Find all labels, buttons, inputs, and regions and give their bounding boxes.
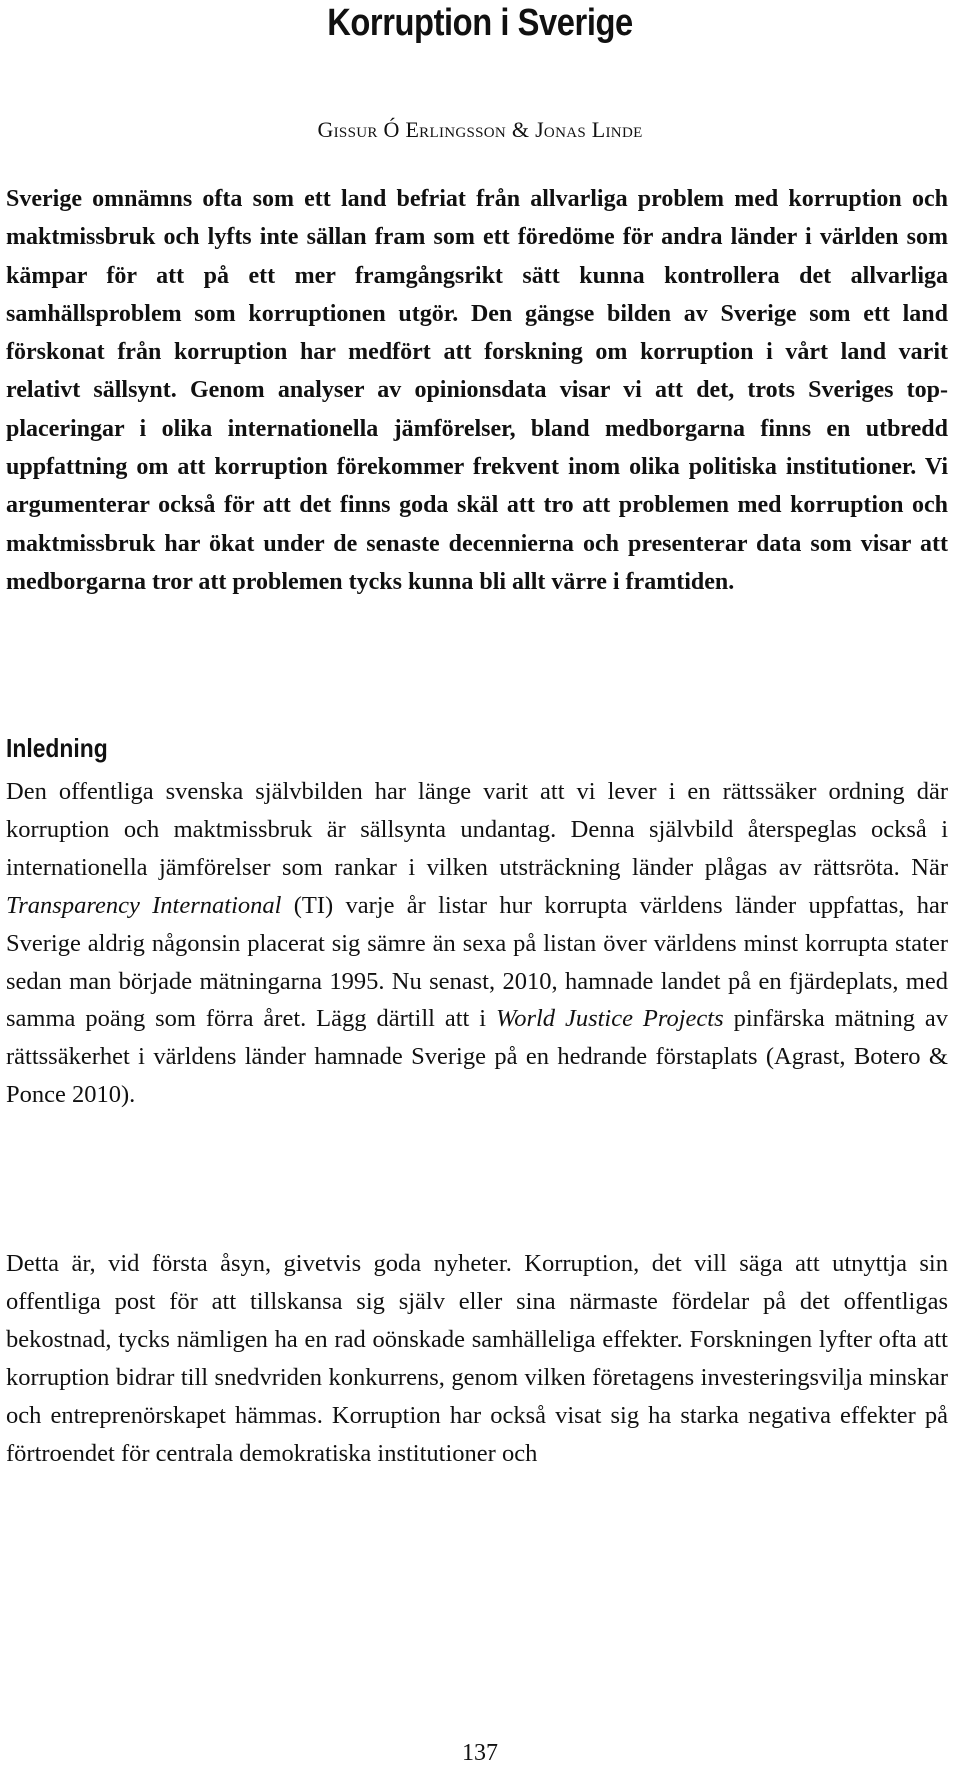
abstract-paragraph: Sverige omnämns ofta som ett land befriat från allvarliga problem med korruption och maktmissbruk och lyfts inte sällan fram som ett föredöme för andra länder i världen som kämpar för att på ett mer framgångsrikt sätt kunna kontrollera det allvarliga samhällsproblem som korruptionen utgör. Den gängse bilden av Sverige som ett land förskonat från korruption har medfört att forskning om korruption i vårt land varit relativt sällsynt. Genom analyser av opinionsdata visar vi att det, trots Sveriges topplaceringar i olika internationella jämförelser, bland medborgarna finns en utbredd uppfattning om att korruption förekommer frekvent inom olika politiska institutioner. Vi argumenterar också för att det finns goda skäl att tro att problemen med korruption och maktmissbruk har ökat under de senaste decennierna och presenterar data som visar att medborgarna tror att problemen tycks kunna bli allt värre i framtiden. (6, 186, 948, 595)
body-paragraph-1 (6, 773, 948, 1114)
paragraph-text: pinfärska mätning av rättssäkerhet i världens länder hamnade Sverige på en hedrande förstaplats (Agrast, Botero & Ponce 2010). (6, 1005, 949, 1109)
paragraph-text: Den offentliga svenska självbilden har länge varit att vi lever i en rättssäker ordning där korruption och maktmissbruk är sällsynta undantag. Denna självbild återspeglas också i internationella jämförelser som rankar i vilken utsträckning länder plågas av rättsröta. När (6, 778, 948, 881)
article-title: Korruption i Sverige (327, 2, 633, 44)
body-paragraph-2: Detta är, vid första åsyn, givetvis goda nyheter. Korruption, det vill säga att utnyttja sin offentliga post för att tillskansa sig själv eller sina närmaste fördelar på det offentligas bekostnad, tycks nämligen ha en rad oönskade samhälleliga effekter. Forskningen lyfter ofta att korruption bidrar till snedvriden konkurrens, genom vilken företagens investeringsvilja minskar och entreprenörskapet hämmas. Korruption har också visat sig ha starka negativa effekter på förtroendet för centrala demokratiska institutioner och (6, 1250, 948, 1467)
page-number: 137 (462, 1740, 498, 1766)
paragraph-text: (TI) varje år listar hur korrupta världens länder uppfattas, har Sverige aldrig någonsin placerat sig sämre än sexa på listan över världens minst korrupta stater sedan man började mätningarna 1995. Nu senast, 2010, hamnade landet på en fjärdeplats, med samma poäng som förra året. Lägg därtill att i (6, 891, 949, 1033)
italic-term: Transparency International (6, 891, 282, 919)
section-heading: Inledning (6, 733, 108, 763)
article-authors: Gissur Ó Erlingsson & Jonas Linde (317, 117, 643, 142)
italic-term: World Justice Projects (496, 1005, 724, 1033)
